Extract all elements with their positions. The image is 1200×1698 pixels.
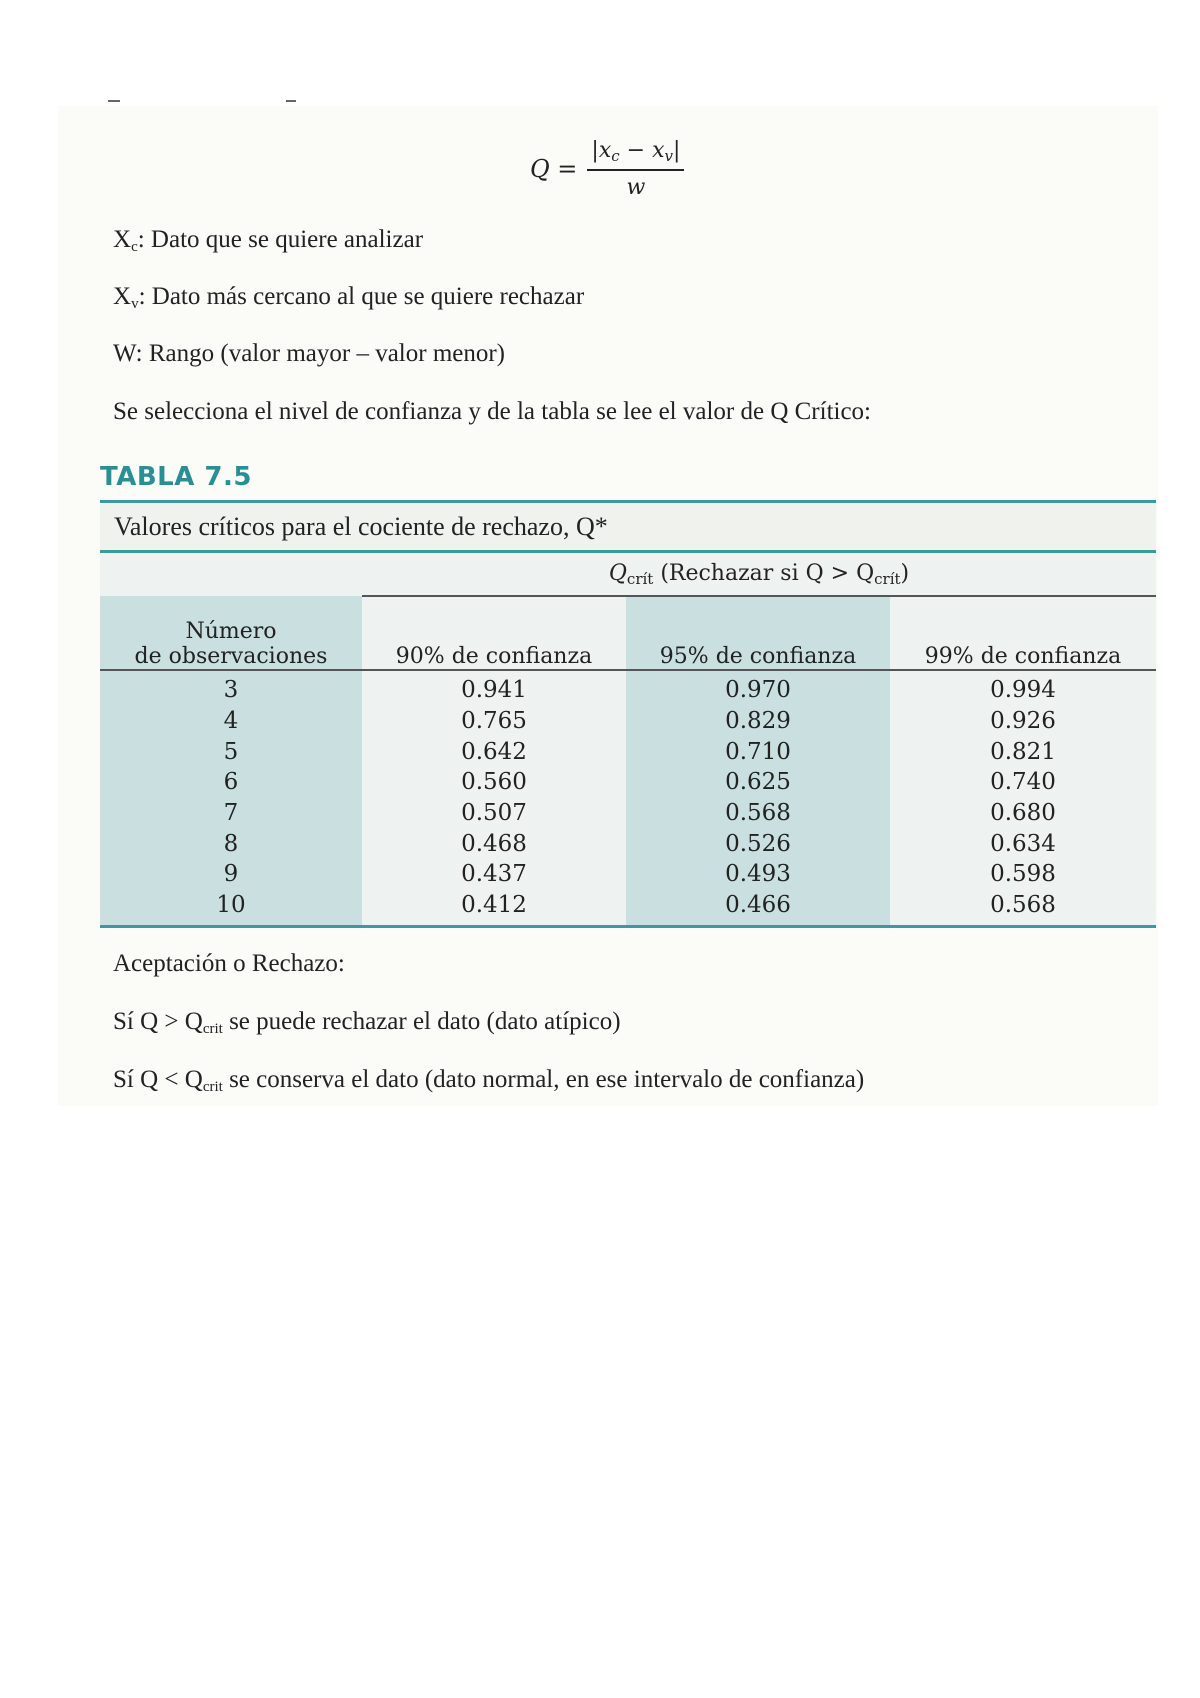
definition-xc: $X_c$: Dato que se quiere analizar <box>113 226 424 255</box>
cell-90: 0.412 <box>362 890 626 926</box>
cell-95: 0.493 <box>626 859 890 890</box>
cell-observations: 5 <box>100 736 362 767</box>
cell-99: 0.994 <box>890 670 1156 706</box>
cell-99: 0.568 <box>890 890 1156 926</box>
column-header-99: 99% de confianza <box>890 596 1156 670</box>
column-header-row <box>100 596 1156 670</box>
acceptance-title: Aceptación o Rechazo: <box>113 950 345 977</box>
table-row <box>100 859 1156 890</box>
table-row <box>100 828 1156 859</box>
column-header-observations: Número de observaciones <box>100 596 362 670</box>
cell-99: 0.680 <box>890 798 1156 829</box>
cell-observations: 9 <box>100 859 362 890</box>
cell-99: 0.740 <box>890 767 1156 798</box>
definition-w: W: Rango (valor mayor – valor menor) <box>113 340 506 367</box>
table-row <box>100 736 1156 767</box>
cell-99: 0.634 <box>890 828 1156 859</box>
cell-95: 0.829 <box>626 706 890 737</box>
cell-90: 0.765 <box>362 706 626 737</box>
cell-95: 0.970 <box>626 670 890 706</box>
cell-observations: 10 <box>100 890 362 926</box>
table-row <box>100 670 1156 706</box>
cell-90: 0.560 <box>362 767 626 798</box>
cell-95: 0.625 <box>626 767 890 798</box>
column-header-95: 95% de confianza <box>626 596 890 670</box>
cell-90: 0.507 <box>362 798 626 829</box>
formula-denominator: w <box>626 175 646 200</box>
cell-observations: 7 <box>100 798 362 829</box>
formula-lhs: Q = <box>530 155 578 183</box>
cell-90: 0.642 <box>362 736 626 767</box>
cell-99: 0.598 <box>890 859 1156 890</box>
critical-values-table <box>100 500 1156 928</box>
instruction-text: Se selecciona el nivel de confianza y de la tabla se lee el valor de Q Crítico: <box>113 398 872 425</box>
formula-fraction <box>587 138 684 200</box>
cell-90: 0.941 <box>362 670 626 706</box>
cell-90: 0.468 <box>362 828 626 859</box>
cell-95: 0.710 <box>626 736 890 767</box>
cell-99: 0.926 <box>890 706 1156 737</box>
table-row <box>100 798 1156 829</box>
cropped-text-marks <box>108 100 308 106</box>
rule-reject: Sí $Q > Q_{crit}$ se puede rechazar el dato (dato atípico) <box>113 1008 621 1037</box>
q-critical-table <box>100 553 1156 928</box>
cell-observations: 3 <box>100 670 362 706</box>
definition-xv: $X_v$: Dato más cercano al que se quiere rechazar <box>113 283 585 312</box>
cell-95: 0.526 <box>626 828 890 859</box>
cell-90: 0.437 <box>362 859 626 890</box>
table-row <box>100 890 1156 926</box>
table-caption: Valores críticos para el cociente de rechazo, Q* <box>100 500 1156 553</box>
group-header-row <box>100 553 1156 596</box>
cell-observations: 6 <box>100 767 362 798</box>
group-header: $Q_{crít}$ (Rechazar si $Q > Q_{crít}$) <box>362 553 1156 596</box>
cell-95: 0.466 <box>626 890 890 926</box>
q-formula <box>530 138 684 200</box>
cell-observations: 8 <box>100 828 362 859</box>
column-header-90: 90% de confianza <box>362 596 626 670</box>
table-row <box>100 767 1156 798</box>
table-row <box>100 706 1156 737</box>
table-label: TABLA 7.5 <box>100 462 252 492</box>
rule-keep: Sí $Q < Q_{crit}$ se conserva el dato (dato normal, en ese intervalo de confianza) <box>113 1066 865 1095</box>
cell-95: 0.568 <box>626 798 890 829</box>
cell-99: 0.821 <box>890 736 1156 767</box>
cell-observations: 4 <box>100 706 362 737</box>
formula-numerator: $|x_c - x_v|$ <box>587 138 684 171</box>
